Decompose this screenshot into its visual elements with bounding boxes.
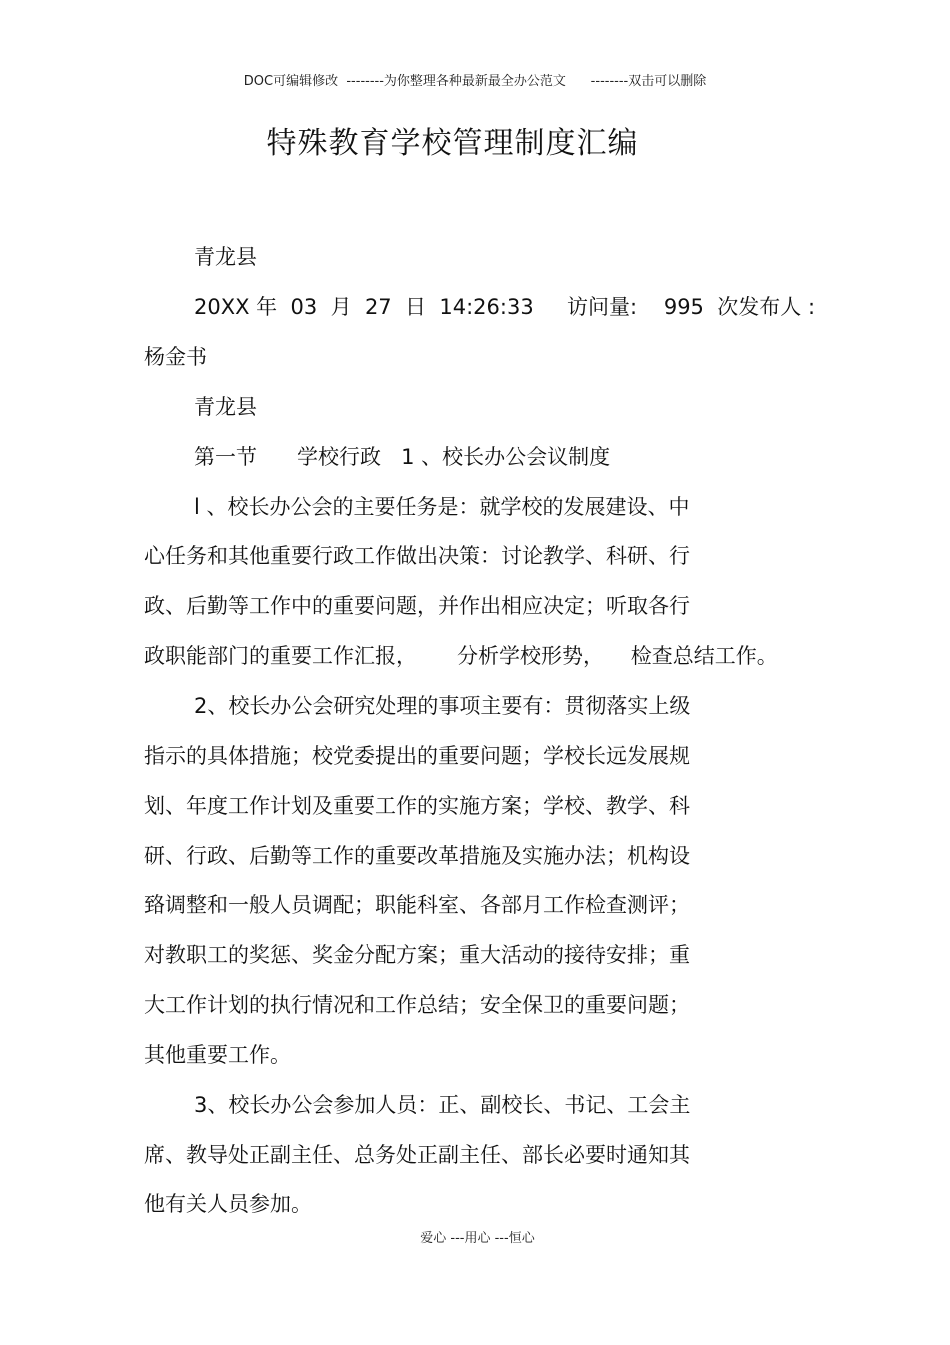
publish-info-line: 20XX 年 03 月 27 日 14:26:33 访问量: 995 次发布人 : [194, 295, 816, 319]
section-heading: 第一节 学校行政 1 、校长办公会议制度 [194, 445, 611, 469]
paragraph-line: 其他重要工作。 [144, 1043, 291, 1067]
paragraph-line: 大工作计划的执行情况和工作总结；安全保卫的重要问题； [144, 993, 690, 1017]
publisher-name: 杨金书 [144, 345, 207, 369]
paragraph-line: 研、行政、后勤等工作的重要改革措施及实施办法；机构设 [144, 844, 690, 868]
county-line: 青龙县 [194, 245, 257, 269]
paragraph-line: 席、教导处正副主任、总务处正副主任、部长必要时通知其 [144, 1143, 690, 1167]
paragraph-line: 他有关人员参加。 [144, 1192, 312, 1216]
county-line-repeat: 青龙县 [194, 395, 257, 419]
paragraph-line: 3、校长办公会参加人员：正、副校长、书记、工会主 [194, 1093, 691, 1117]
paragraph-line: 对教职工的奖惩、奖金分配方案；重大活动的接待安排；重 [144, 943, 690, 967]
page-header: DOC可编辑修改 --------为你整理各种最新最全办公范文 --------双击可以删除 [243, 74, 707, 89]
paragraph-line: 2、校长办公会研究处理的事项主要有：贯彻落实上级 [194, 694, 691, 718]
paragraph-line: 指示的具体措施；校党委提出的重要问题；学校长远发展规 [144, 744, 690, 768]
paragraph-line: l 、校长办公会的主要任务是：就学校的发展建设、中 [194, 495, 690, 519]
paragraph-line: 政职能部门的重要工作汇报， 分析学校形势， 检查总结工作。 [144, 644, 778, 668]
paragraph-line: 臵调整和一般人员调配；职能科室、各部月工作检查测评； [144, 893, 690, 917]
page-footer: 爱心 ---用心 ---恒心 [420, 1231, 535, 1246]
paragraph-line: 政、后勤等工作中的重要问题，并作出相应决定；听取各行 [144, 594, 690, 618]
paragraph-line: 划、年度工作计划及重要工作的实施方案；学校、教学、科 [144, 794, 690, 818]
paragraph-line: 心任务和其他重要行政工作做出决策：讨论教学、科研、行 [144, 544, 690, 568]
document-title: 特殊教育学校管理制度汇编 [266, 126, 639, 161]
